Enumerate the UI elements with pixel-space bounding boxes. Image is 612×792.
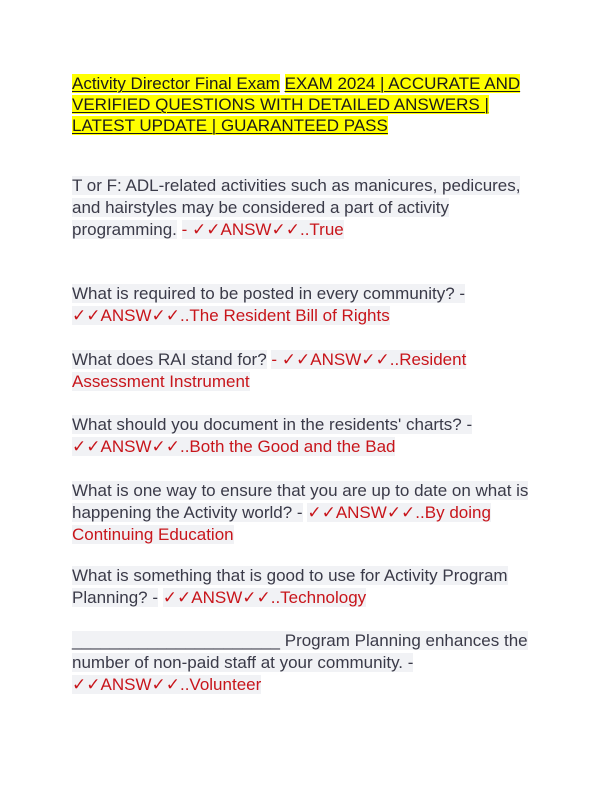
question-text: ______________________ Program Planning enhances the number of non-paid staff at your community. -: [72, 631, 528, 672]
question-text: What is something that is good to use for Activity Program Planning? -: [72, 566, 508, 607]
qa-item: [72, 565, 548, 609]
question-text: What is one way to ensure that you are up to date on what is happening the Activity world? -: [72, 481, 529, 522]
question-text: T or F: ADL-related activities such as manicures, pedicures, and hairstyles may be considered a part of activity programming.: [72, 176, 521, 239]
document-title: [72, 73, 542, 136]
question-text: What should you document in the residents' charts? -: [72, 415, 473, 434]
question-text: What does RAI stand for?: [72, 350, 267, 369]
answer-text: ✓✓ANSW✓✓..By doing Continuing Education: [72, 503, 491, 544]
qa-item: [72, 480, 548, 546]
answer-text: ✓✓ANSW✓✓..Technology: [162, 588, 367, 607]
qa-item: [72, 630, 548, 696]
title-exam-details: EXAM 2024 | ACCURATE AND VERIFIED QUESTIONS WITH DETAILED ANSWERS | LATEST UPDATE | GUARANTEED PASS: [72, 74, 521, 135]
qa-item: [72, 175, 548, 241]
qa-item: [72, 283, 548, 327]
qa-item: [72, 349, 548, 393]
answer-text: - ✓✓ANSW✓✓..Resident Assessment Instrument: [72, 350, 467, 391]
answer-text: ✓✓ANSW✓✓..The Resident Bill of Rights: [72, 306, 390, 325]
answer-text: ✓✓ANSW✓✓..Volunteer: [72, 675, 262, 694]
qa-item: [72, 414, 548, 458]
title-exam-name: Activity Director Final Exam: [72, 74, 280, 93]
answer-text: ✓✓ANSW✓✓..Both the Good and the Bad: [72, 437, 396, 456]
question-text: What is required to be posted in every community? -: [72, 284, 466, 303]
answer-text: - ✓✓ANSW✓✓..True: [181, 220, 344, 239]
